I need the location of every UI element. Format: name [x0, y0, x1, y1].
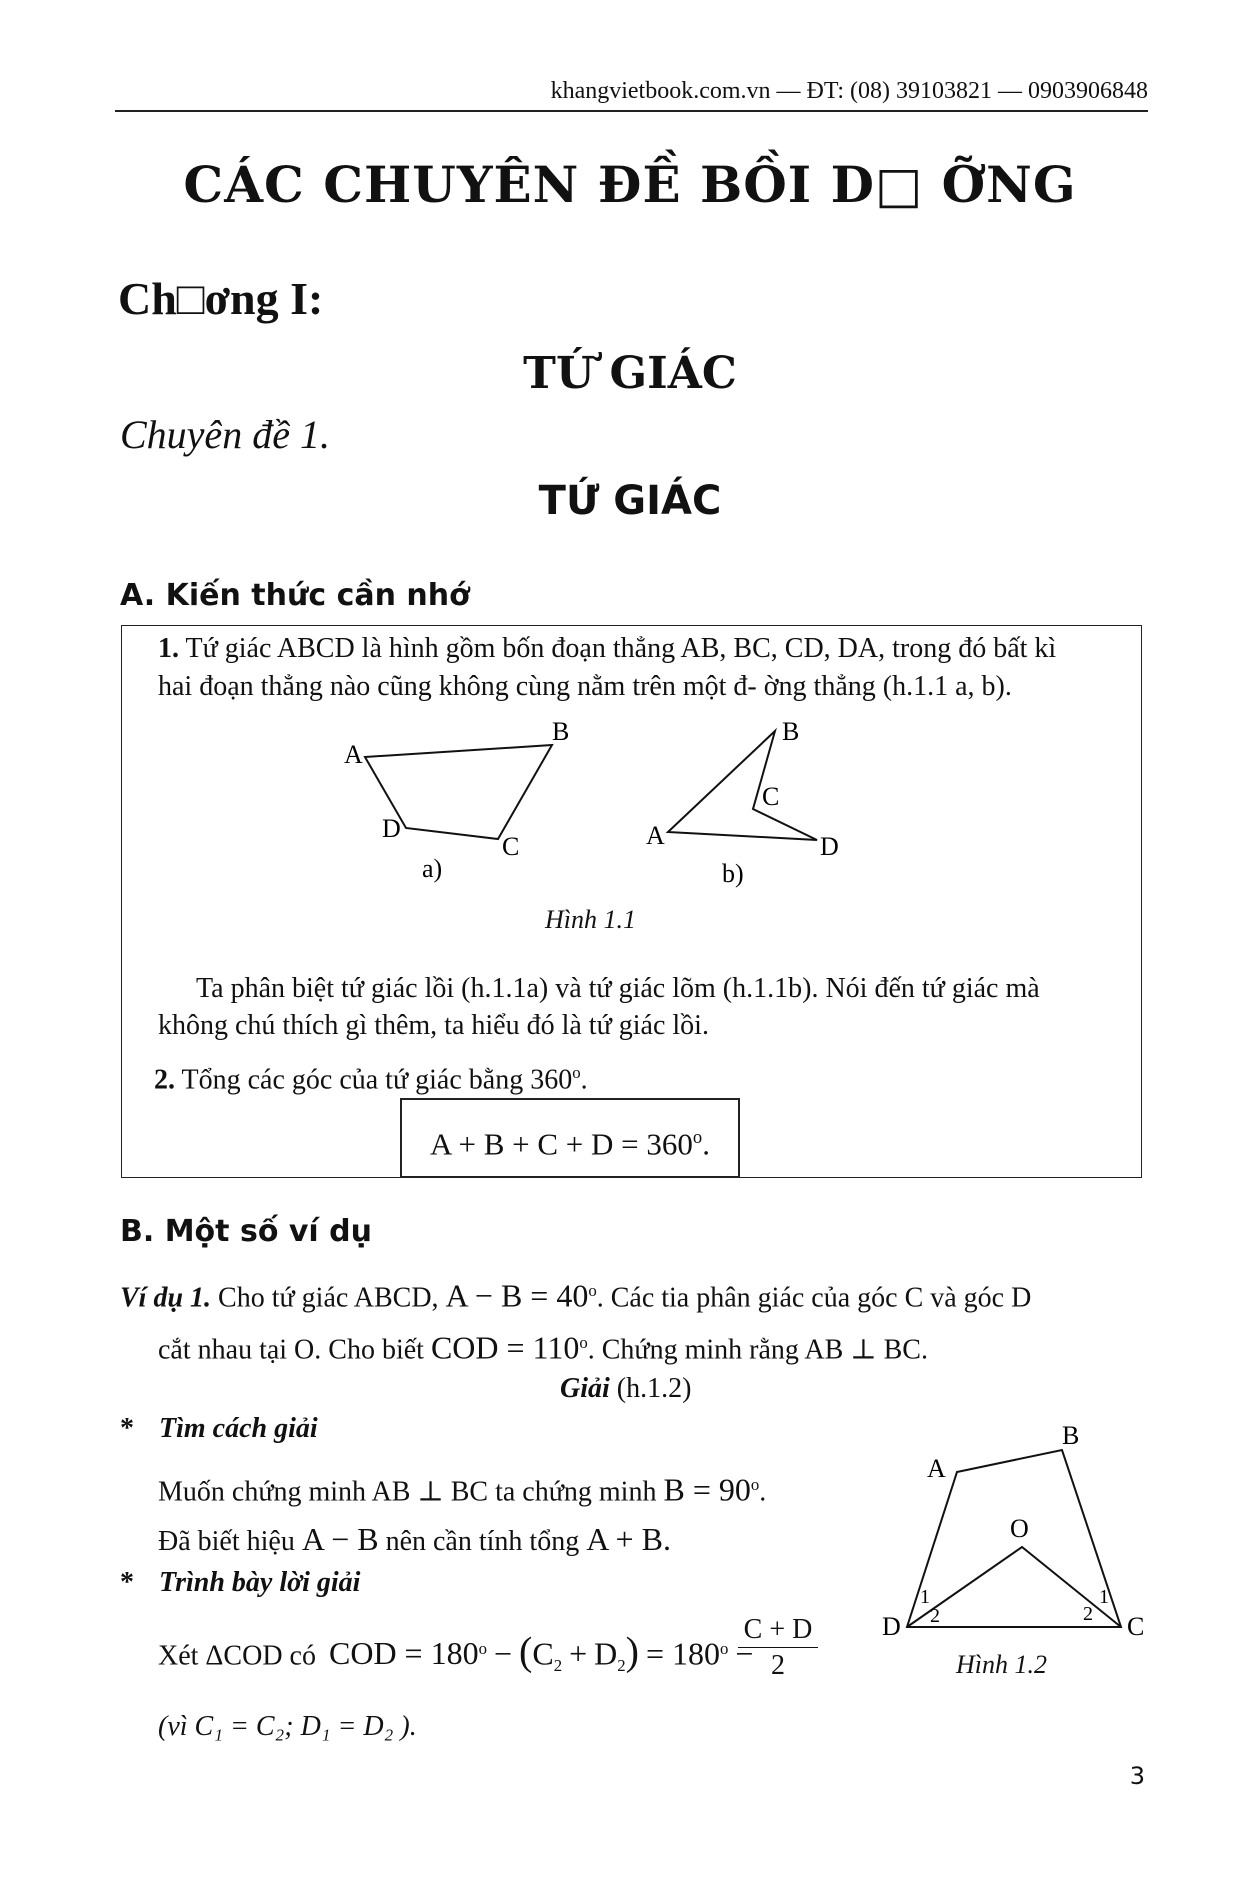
find-line1-text: Muốn chứng minh AB ⊥ BC ta chứng minh	[158, 1476, 657, 1508]
eq-minus-2: −	[735, 1635, 754, 1672]
fig2-angle-c1: 1	[1099, 1586, 1109, 1608]
eq-minus-1: −	[493, 1635, 513, 1672]
present-label: Trình bày lời giải	[159, 1567, 361, 1598]
item-2-number: 2.	[154, 1064, 175, 1096]
fig-b-label-A: A	[646, 821, 665, 850]
example-1-text1b: Các tia phân giác của góc C và góc D	[610, 1282, 1032, 1314]
fig2-label-O: O	[1010, 1514, 1029, 1543]
fig2-angle-d2: 2	[930, 1605, 940, 1627]
star-1: *	[120, 1413, 134, 1444]
item-2-end: .	[580, 1064, 588, 1096]
degree-2: o	[579, 1333, 588, 1352]
star-2: *	[120, 1567, 134, 1598]
example-1-label: Ví dụ 1.	[120, 1282, 212, 1314]
solution-heading	[560, 1370, 691, 1408]
consider-text: Xét ΔCOD có	[158, 1640, 316, 1672]
eq-plus: +	[569, 1635, 588, 1672]
item-2-text: Tổng các góc của tứ giác bằng 360	[181, 1064, 573, 1096]
item-1-line2: hai đoạn thẳng nào cũng không cùng nằm trên một đ- ờng thẳng (h.1.1 a, b).	[158, 671, 1012, 702]
figure-1-1	[330, 715, 870, 895]
find-way-line1: Muốn chứng minh AB ⊥ BC ta chứng minh $B = 90^o$.	[158, 1471, 767, 1508]
item-1-text: Tứ giác ABCD là hình gồm bốn đoạn thẳng AB, BC, CD, DA, trong đó bất kì	[185, 633, 1057, 664]
section-b-heading: B. Một số ví dụ	[120, 1214, 372, 1249]
solution-ref: (h.1.2)	[616, 1373, 692, 1404]
find-line1-math: B = 90	[663, 1471, 751, 1508]
formula-end: .	[702, 1126, 710, 1162]
fig2-label-D: D	[882, 1612, 901, 1641]
section-a-heading: A. Kiến thức cần nhớ	[120, 578, 470, 613]
example-1-line2: cắt nhau tại O. Cho biết COD = $110^o$. Chứng minh rằng AB ⊥ BC.	[158, 1329, 928, 1366]
find-way-heading	[120, 1410, 318, 1448]
solution-label: Giải	[560, 1373, 610, 1404]
quadrilateral-concave	[668, 731, 817, 840]
sub-c2: 2	[553, 1655, 563, 1675]
example-1-math1: A − B = 40	[445, 1277, 589, 1314]
fig-b-label-D: D	[820, 832, 839, 861]
page-number: 3	[1129, 1762, 1145, 1790]
figure-1-1-caption: Hình 1.1	[545, 905, 636, 934]
fraction	[738, 1613, 818, 1684]
angle-sum-formula	[400, 1098, 740, 1178]
because-line: (vì C₁ = C₂; D₁ = D₂ ).	[158, 1711, 417, 1742]
example-1-text2: cắt nhau tại O. Cho biết	[158, 1334, 424, 1366]
paragraph-line1: Ta phân biệt tứ giác lồi (h.1.1a) và tứ giác lõm (h.1.1b). Nói đến tứ giác mà	[196, 973, 1040, 1004]
page-header	[115, 74, 1148, 112]
fig-b-label-B: B	[782, 717, 800, 746]
fig2-label-C: C	[1127, 1612, 1145, 1641]
item-2-degree: o	[572, 1063, 581, 1082]
find-line2-text: Đã biết hiệu	[158, 1526, 295, 1557]
eq-c2: C	[532, 1635, 554, 1672]
fig-b-label-C: C	[762, 782, 780, 811]
fig2-label-B: B	[1062, 1421, 1080, 1450]
degree-4: o	[478, 1639, 487, 1658]
fig-a-label-D: D	[382, 814, 401, 843]
fig-a-label-B: B	[552, 717, 570, 746]
fig-a-label-C: C	[502, 832, 520, 861]
find-way-label: Tìm cách giải	[159, 1413, 318, 1444]
topic-title: TỨ GIÁC	[538, 478, 722, 524]
chapter-title: TỨ GIÁC	[523, 348, 737, 399]
find-way-line2	[158, 1520, 671, 1561]
item-1-number: 1.	[158, 633, 179, 664]
example-1-math2: COD = 110	[430, 1329, 580, 1366]
equation-line: Xét ΔCOD có COD = $180^o - (C_2 + D_2) = 180^o$ −	[158, 1628, 754, 1675]
fig2-label-A: A	[927, 1454, 946, 1483]
header-text: khangvietbook.com.vn — ĐT: (08) 39103821 — 0903906848	[550, 78, 1148, 104]
example-1-text1: Cho tứ giác ABCD,	[218, 1282, 439, 1314]
degree-3: o	[750, 1475, 760, 1494]
fig-a-label-A: A	[344, 740, 363, 769]
item-1	[158, 630, 1056, 668]
find-line2-math-a: A − B	[301, 1521, 379, 1557]
find-line2-math-b: A + B.	[586, 1521, 671, 1557]
figure-1-2-caption: Hình 1.2	[956, 1650, 1047, 1679]
eq-d2: D	[594, 1635, 618, 1672]
formula-text: A + B + C + D = 360	[430, 1126, 693, 1162]
eq-right: = 180	[645, 1635, 721, 1672]
eq-left: COD = 180	[328, 1635, 479, 1672]
fig-b-caption: b)	[722, 859, 744, 888]
degree-1: o	[588, 1281, 597, 1300]
topic-label: Chuyên đề 1.	[120, 412, 330, 457]
present-heading	[120, 1564, 360, 1602]
book-title: CÁC CHUYÊN ĐỀ BỒI D□ ỠNG	[183, 155, 1077, 214]
item-2	[154, 1054, 588, 1099]
fig2-angle-d1: 1	[920, 1586, 930, 1608]
fig2-angle-c2: 2	[1083, 1603, 1093, 1625]
sub-d2: 2	[617, 1655, 626, 1675]
paragraph-line2: không chú thích gì thêm, ta hiểu đó là tứ giác lồi.	[158, 1010, 709, 1041]
find-line2-textb: nên cần tính tổng	[385, 1526, 580, 1557]
example-1-text2b: Chứng minh rằng AB ⊥ BC.	[601, 1334, 928, 1366]
fig-a-caption: a)	[422, 854, 443, 883]
fraction-numerator: C + D	[738, 1613, 818, 1648]
formula-degree: o	[692, 1127, 703, 1148]
example-1-line1: Ví dụ 1. Cho tứ giác ABCD, $A - B = 40^o$. Các tia phân giác của góc C và góc D	[120, 1277, 1032, 1314]
degree-5: o	[720, 1639, 729, 1658]
fraction-denominator: 2	[771, 1650, 785, 1681]
chapter-label: Ch□ơng I:	[118, 273, 324, 324]
